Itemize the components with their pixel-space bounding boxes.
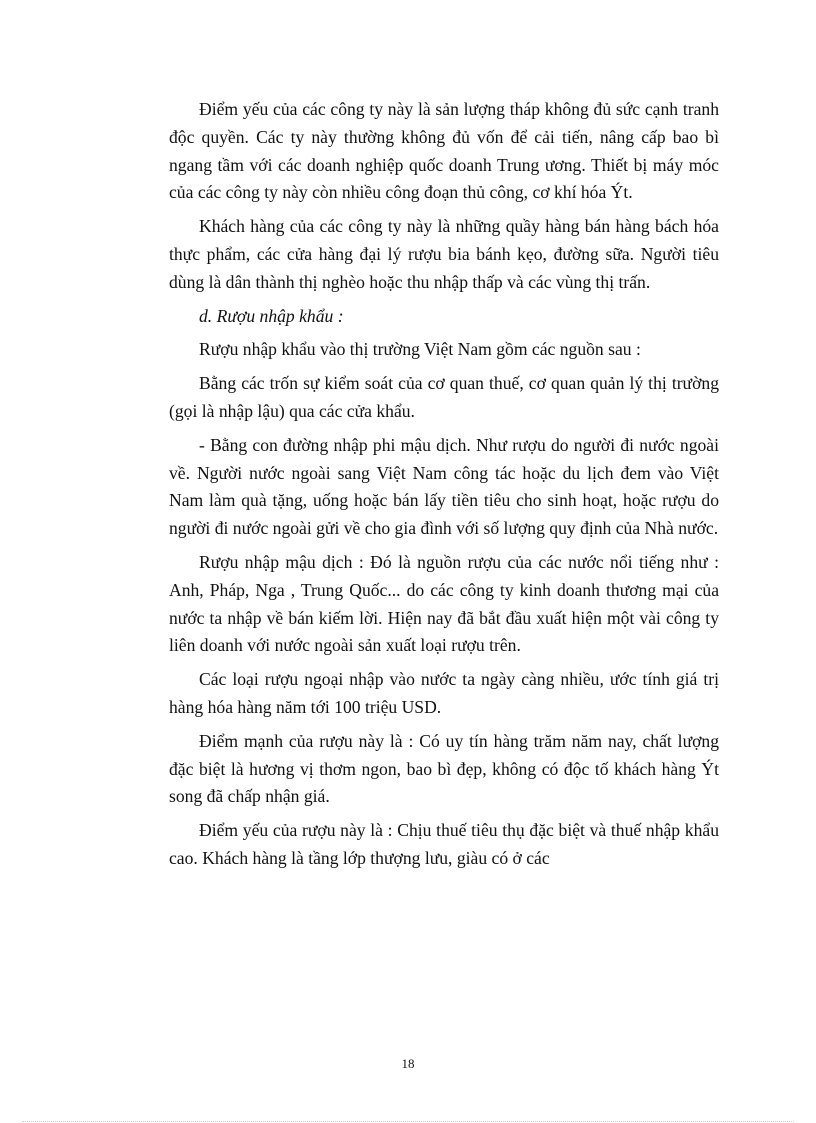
paragraph-non-trade-import: - Bằng con đường nhập phi mậu dịch. Như rượu do người đi nước ngoài về. Người nước ngoài sang Việt Nam công tác hoặc du lịch đem vào Việt Nam làm quà tặng, uống hoặc bán lấy tiền tiêu cho sinh hoạt, hoặc rượu do người đi nước ngoài gửi về cho gia đình với số lượng quy định của Nhà nước.	[169, 434, 719, 539]
paragraph-customers-local-companies: Khách hàng của các công ty này là những quầy hàng bán hàng bách hóa thực phẩm, các cửa hàng đại lý rượu bia bánh kẹo, đường sữa. Người tiêu dùng là dân thành thị nghèo hoặc thu nhập thấp và các vùng thị trấn.	[169, 216, 719, 292]
paragraph-weaknesses-imported: Điểm yếu của rượu này là : Chịu thuế tiêu thụ đặc biệt và thuế nhập khẩu cao. Khách hàng là tầng lớp thượng lưu, giàu có ở các	[169, 820, 719, 868]
paragraph-trade-import: Rượu nhập mậu dịch : Đó là nguồn rượu của các nước nổi tiếng như : Anh, Pháp, Nga , Trung Quốc... do các công ty kinh doanh thương mại của nước ta nhập về bán kiếm lời. Hiện nay đã bắt đầu xuất hiện một vài công ty liên doanh với nước ngoài sản xuất loại rượu trên.	[169, 551, 719, 656]
section-heading-imported-liquor: d. Rượu nhập khẩu :	[199, 305, 344, 326]
paragraph-weaknesses-local-companies: Điểm yếu của các công ty này là sản lượng tháp không đủ sức cạnh tranh độc quyền. Các ty này thường không đủ vốn để cải tiến, nâng cấp bao bì ngang tầm với các doanh nghiệp quốc doanh Trung ương. Thiết bị máy móc của các công ty này còn nhiều công đoạn thủ công, cơ khí hóa Ýt.	[169, 99, 719, 203]
paragraph-import-value: Các loại rượu ngoại nhập vào nước ta ngày càng nhiều, ước tính giá trị hàng hóa hàng năm tới 100 triệu USD.	[169, 669, 719, 717]
page-number: 18	[401, 1056, 415, 1071]
page-body	[169, 96, 719, 879]
paragraph-smuggling-source: Bằng các trốn sự kiểm soát của cơ quan thuế, cơ quan quản lý thị trường (gọi là nhập lậu) qua các cửa khẩu.	[169, 373, 719, 421]
paragraph-strengths-imported: Điểm mạnh của rượu này là : Có uy tín hàng trăm năm nay, chất lượng đặc biệt là hương vị thơm ngon, bao bì đẹp, không có độc tố khách hàng Ýt song đã chấp nhận giá.	[169, 730, 719, 807]
page-bottom-divider	[22, 1121, 794, 1122]
paragraph-import-sources-intro: Rượu nhập khẩu vào thị trường Việt Nam gồm các nguồn sau :	[199, 339, 641, 360]
